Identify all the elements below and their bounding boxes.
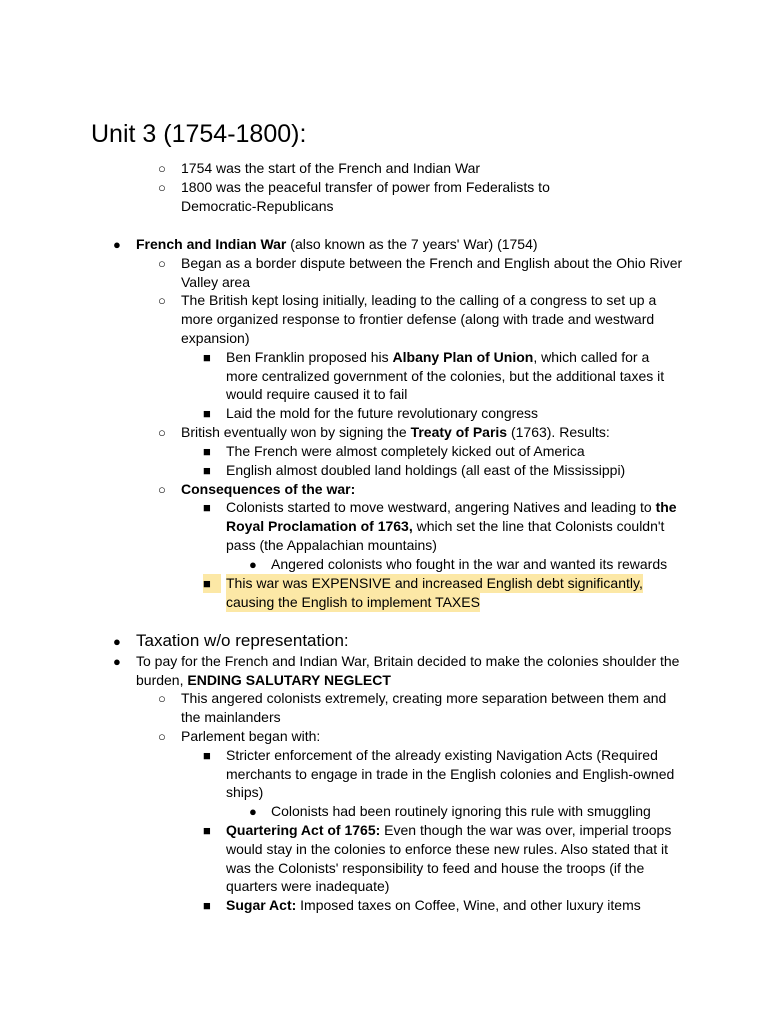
fiw-franklin	[226, 348, 649, 367]
tax-angered-cont: the mainlanders	[181, 709, 281, 725]
sugar-act-bold: Sugar Act:	[226, 897, 297, 913]
bullet-square: ■	[203, 463, 211, 478]
bullet-square: ■	[203, 444, 211, 459]
fiw-franklin-cont2: would require caused it to fail	[226, 386, 408, 402]
tax-navigation-cont2: ships)	[226, 784, 264, 800]
bullet-filled-circle: ●	[249, 557, 257, 572]
tax-quartering	[226, 821, 671, 840]
bullet-hollow-circle: ○	[158, 691, 166, 706]
bullet-square: ■	[203, 350, 211, 365]
bullet-square-highlighted: ■	[203, 574, 221, 593]
bullet-square: ■	[203, 748, 211, 763]
fiw-won	[181, 423, 610, 442]
quartering-act-bold: Quartering Act of 1765:	[226, 822, 381, 838]
fiw-heading-bold: French and Indian War	[136, 236, 287, 252]
tax-pay-pre: burden,	[136, 672, 188, 688]
tax-pay-cont	[136, 671, 391, 690]
fiw-british-cont2: expansion)	[181, 330, 250, 346]
intro-item-1800-cont: Democratic-Republicans	[181, 198, 334, 214]
tax-sugar	[226, 896, 641, 915]
fiw-began: Began as a border dispute between the French and English about the Ohio River	[181, 255, 683, 271]
fiw-consequences: Consequences of the war:	[181, 481, 356, 497]
fiw-westward-cont2: pass (the Appalachian mountains)	[226, 537, 437, 553]
bullet-hollow-circle: ○	[158, 293, 166, 308]
bullet-hollow-circle: ○	[158, 482, 166, 497]
fiw-heading	[136, 235, 538, 254]
fiw-heading-rest: (also known as the 7 years' War) (1754)	[286, 236, 538, 252]
fiw-angered: Angered colonists who fought in the war and wanted its rewards	[271, 556, 668, 572]
bullet-square: ■	[203, 823, 211, 838]
fiw-british-cont: more organized response to frontier defense (along with trade and westward	[181, 311, 655, 327]
salutary-neglect-bold: ENDING SALUTARY NEGLECT	[187, 672, 391, 688]
albany-plan-bold: Albany Plan of Union	[392, 349, 534, 365]
treaty-of-paris-bold: Treaty of Paris	[410, 424, 508, 440]
fiw-westward-cont	[226, 517, 664, 536]
fiw-french-out: The French were almost completely kicked out of America	[226, 443, 585, 459]
tax-navigation-cont: merchants to engage in trade in the English colonies and English-owned	[226, 766, 675, 782]
fiw-westward-pre: Colonists started to move westward, angering Natives and leading to	[226, 499, 656, 515]
intro-item-1754: 1754 was the start of the French and Indian War	[181, 160, 481, 176]
tax-heading: Taxation w/o representation:	[136, 631, 349, 650]
bullet-filled-circle: ●	[249, 804, 257, 819]
bullet-hollow-circle: ○	[158, 161, 166, 176]
intro-item-1800: 1800 was the peaceful transfer of power from Federalists to	[181, 179, 550, 195]
fiw-british: The British kept losing initially, leading to the calling of a congress to set up a	[181, 292, 657, 308]
fiw-won-pre: British eventually won by signing the	[181, 424, 411, 440]
page-title: Unit 3 (1754-1800):	[91, 120, 307, 148]
fiw-won-post: (1763). Results:	[507, 424, 610, 440]
bullet-filled-circle: ●	[113, 634, 121, 649]
tax-angered: This angered colonists extremely, creating more separation between them and	[181, 690, 667, 706]
fiw-mold: Laid the mold for the future revolutionary congress	[226, 405, 539, 421]
fiw-westward-post: which set the line that Colonists couldn't	[412, 518, 665, 534]
bullet-square: ■	[203, 898, 211, 913]
tax-quartering-cont3: quarters were inadequate)	[226, 878, 390, 894]
tax-quartering-cont2: was the Colonists' responsibility to feed and house the troops (if the	[226, 860, 645, 876]
tax-quartering-cont: would stay in the colonies to enforce these new rules. Also stated that it	[226, 841, 669, 857]
tax-parlement: Parlement began with:	[181, 728, 321, 744]
bullet-square: ■	[203, 500, 211, 515]
fiw-franklin-cont: more centralized government of the colonies, but the additional taxes it	[226, 368, 665, 384]
bullet-square: ■	[203, 406, 211, 421]
tax-sugar-post: Imposed taxes on Coffee, Wine, and other luxury items	[296, 897, 641, 913]
fiw-westward-bold: the	[655, 499, 677, 515]
tax-smuggling: Colonists had been routinely ignoring this rule with smuggling	[271, 803, 651, 819]
bullet-hollow-circle: ○	[158, 729, 166, 744]
fiw-westward	[226, 498, 677, 517]
fiw-expensive-highlighted: This war was EXPENSIVE and increased English debt significantly,	[226, 575, 643, 591]
tax-navigation: Stricter enforcement of the already existing Navigation Acts (Required	[226, 747, 658, 763]
fiw-franklin-post: , which called for a	[533, 349, 650, 365]
fiw-began-cont: Valley area	[181, 274, 251, 290]
bullet-hollow-circle: ○	[158, 256, 166, 271]
fiw-expensive-highlighted-cont: causing the English to implement TAXES	[226, 594, 480, 610]
bullet-filled-circle: ●	[113, 237, 121, 252]
royal-proclamation-bold: Royal Proclamation of 1763,	[226, 518, 413, 534]
bullet-filled-circle: ●	[113, 654, 121, 669]
fiw-english-land: English almost doubled land holdings (all east of the Mississippi)	[226, 462, 626, 478]
bullet-hollow-circle: ○	[158, 180, 166, 195]
fiw-franklin-pre: Ben Franklin proposed his	[226, 349, 393, 365]
tax-pay: To pay for the French and Indian War, Britain decided to make the colonies shoulder the	[136, 653, 680, 669]
bullet-hollow-circle: ○	[158, 425, 166, 440]
tax-quartering-post: Even though the war was over, imperial troops	[380, 822, 672, 838]
